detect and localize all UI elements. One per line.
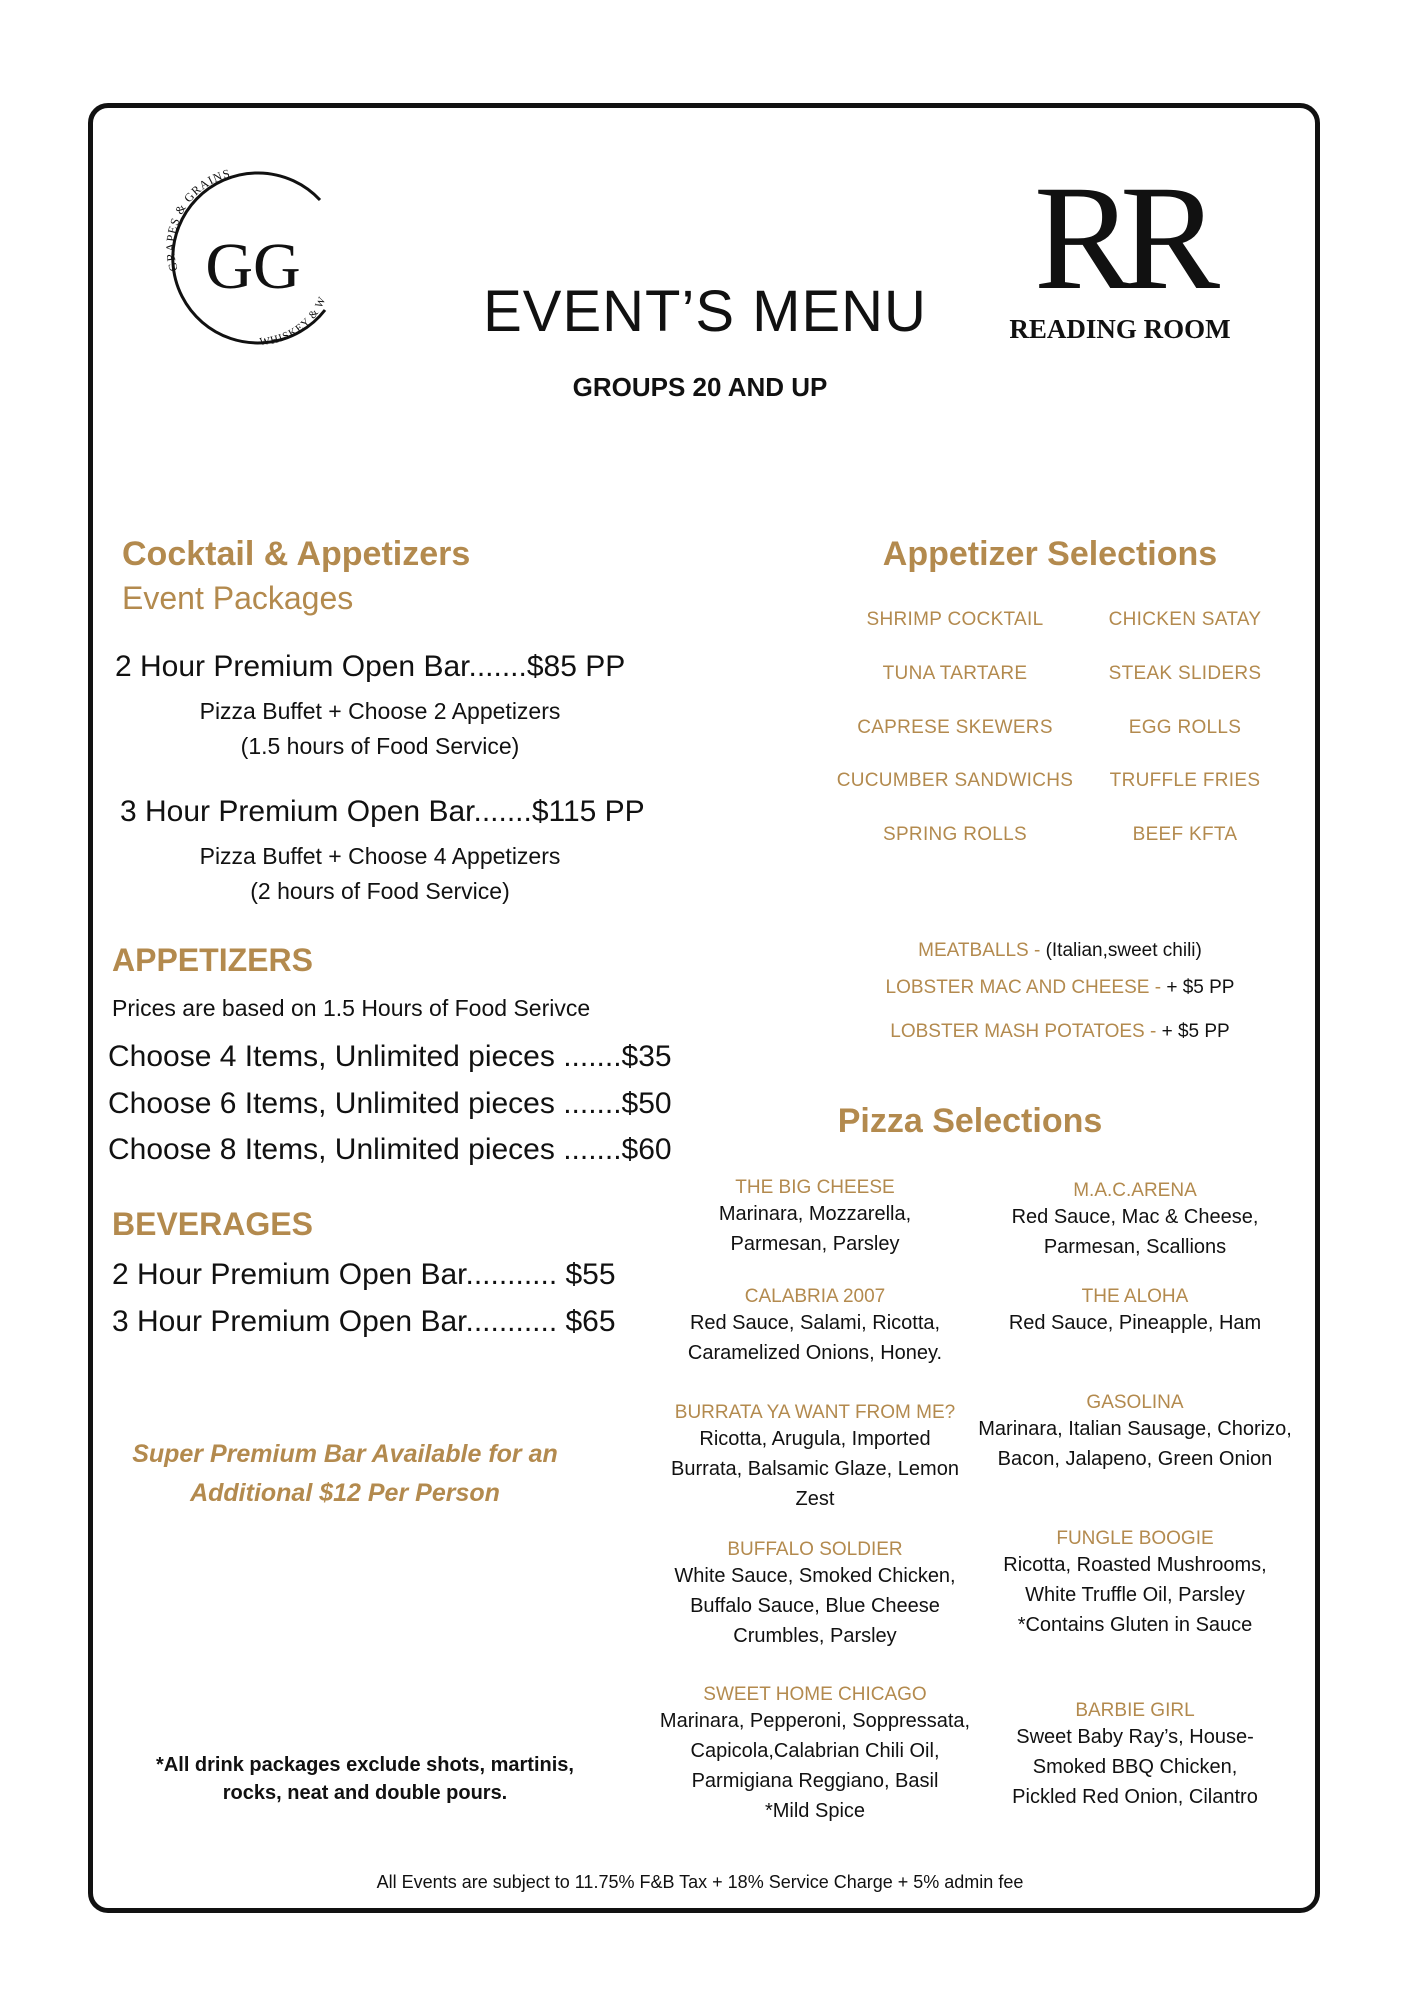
package-detail: (2 hours of Food Service) bbox=[250, 878, 510, 904]
pizza-item bbox=[650, 1177, 980, 1259]
pizza-desc: Smoked BBQ Chicken, bbox=[1032, 1756, 1238, 1778]
appetizer-item: CHICKEN SATAY bbox=[1108, 609, 1262, 630]
pizza-name: FUNGLE BOOGIE bbox=[1056, 1528, 1214, 1549]
reading-room-logo bbox=[1000, 160, 1240, 350]
rr-name: READING ROOM bbox=[1009, 314, 1231, 344]
pizza-item bbox=[650, 1286, 980, 1368]
pizza-desc: Ricotta, Arugula, Imported bbox=[699, 1428, 931, 1450]
pizza-desc: Buffalo Sauce, Blue Cheese bbox=[690, 1595, 940, 1617]
appetizer-item: CAPRESE SKEWERS bbox=[857, 717, 1053, 738]
pizza-desc: White Sauce, Smoked Chicken, bbox=[674, 1565, 956, 1587]
appetizers-note: Prices are based on 1.5 Hours of Food Serivce bbox=[112, 995, 591, 1021]
pizza-desc: Marinara, Mozzarella, bbox=[718, 1203, 912, 1225]
pizza-item bbox=[650, 1402, 980, 1514]
grapes-grains-logo bbox=[150, 160, 350, 360]
extra-detail: + $5 PP bbox=[1166, 977, 1235, 998]
appetizer-item: CUCUMBER SANDWICHS bbox=[836, 770, 1074, 791]
package-detail: (1.5 hours of Food Service) bbox=[240, 733, 520, 759]
event-packages-subheading: Event Packages bbox=[122, 580, 354, 616]
gg-ring-bottom-text: WHISKEY & W bbox=[259, 294, 329, 349]
pizza-desc: *Mild Spice bbox=[764, 1800, 866, 1822]
pizza-desc: Red Sauce, Salami, Ricotta, bbox=[689, 1312, 941, 1334]
drink-exclusion-note: *All drink packages exclude shots, martinis, bbox=[156, 1754, 574, 1776]
pizza-desc: Ricotta, Roasted Mushrooms, bbox=[1003, 1554, 1267, 1576]
beverage-option: 3 Hour Premium Open Bar........... $65 bbox=[112, 1305, 616, 1338]
super-premium-note: Additional $12 Per Person bbox=[190, 1479, 500, 1507]
pizza-desc: Caramelized Onions, Honey. bbox=[687, 1342, 943, 1364]
appetizer-item: TUNA TARTARE bbox=[882, 663, 1028, 684]
drink-exclusion-note: rocks, neat and double pours. bbox=[222, 1782, 508, 1804]
appetizer-item: SHRIMP COCKTAIL bbox=[866, 609, 1044, 630]
pizza-name: BUFFALO SOLDIER bbox=[727, 1539, 903, 1560]
pizza-name: M.A.C.ARENA bbox=[1073, 1180, 1197, 1201]
pizza-desc: White Truffle Oil, Parsley bbox=[1025, 1584, 1245, 1606]
pizza-desc: Marinara, Italian Sausage, Chorizo, bbox=[978, 1418, 1292, 1440]
extra-detail: + $5 PP bbox=[1161, 1021, 1230, 1042]
extra-name: LOBSTER MAC AND CHEESE - bbox=[885, 977, 1167, 998]
beverages-heading: BEVERAGES bbox=[112, 1206, 313, 1242]
appetizer-option: Choose 8 Items, Unlimited pieces .......$60 bbox=[108, 1133, 672, 1166]
pizza-name: SWEET HOME CHICAGO bbox=[703, 1684, 927, 1705]
pizza-item bbox=[650, 1539, 980, 1651]
extra-detail: (Italian,sweet chili) bbox=[1045, 940, 1202, 961]
pizza-desc: Red Sauce, Mac & Cheese, bbox=[1011, 1206, 1259, 1228]
footer-fee-note: All Events are subject to 11.75% F&B Tax + 18% Service Charge + 5% admin fee bbox=[376, 1872, 1024, 1892]
page-title: EVENT’S MENU bbox=[483, 279, 927, 344]
appetizer-item: BEEF KFTA bbox=[1132, 824, 1238, 845]
pizza-name: CALABRIA 2007 bbox=[744, 1286, 886, 1307]
pizza-item bbox=[640, 1684, 990, 1826]
appetizer-extra bbox=[850, 977, 1270, 999]
pizza-desc: Sweet Baby Ray’s, House- bbox=[1016, 1726, 1254, 1748]
appetizer-item: SPRING ROLLS bbox=[882, 824, 1028, 845]
appetizer-extra bbox=[850, 940, 1270, 962]
package-detail: Pizza Buffet + Choose 4 Appetizers bbox=[199, 843, 561, 869]
pizza-desc: *Contains Gluten in Sauce bbox=[1017, 1614, 1253, 1636]
appetizer-item: TRUFFLE FRIES bbox=[1109, 770, 1261, 791]
extra-name: MEATBALLS - bbox=[918, 940, 1046, 961]
appetizer-selections-heading: Appetizer Selections bbox=[882, 535, 1218, 573]
rr-initials: RR bbox=[1033, 160, 1207, 321]
pizza-item bbox=[965, 1286, 1305, 1338]
appetizer-item: STEAK SLIDERS bbox=[1108, 663, 1262, 684]
gg-ring-top-text: GRAPES & GRAINS bbox=[163, 166, 233, 273]
pizza-desc: Bacon, Jalapeno, Green Onion bbox=[997, 1448, 1273, 1470]
appetizer-option: Choose 6 Items, Unlimited pieces .......$50 bbox=[108, 1087, 672, 1120]
pizza-item bbox=[960, 1392, 1310, 1474]
pizza-desc: Parmigiana Reggiano, Basil bbox=[691, 1770, 939, 1792]
pizza-item bbox=[965, 1180, 1305, 1262]
appetizer-option: Choose 4 Items, Unlimited pieces .......$35 bbox=[108, 1040, 672, 1073]
gg-initials: GG bbox=[205, 230, 301, 303]
appetizer-extra bbox=[850, 1021, 1270, 1043]
pizza-desc: Burrata, Balsamic Glaze, Lemon bbox=[671, 1458, 959, 1480]
beverage-option: 2 Hour Premium Open Bar........... $55 bbox=[112, 1258, 616, 1291]
pizza-name: THE ALOHA bbox=[1081, 1286, 1189, 1307]
pizza-desc: Pickled Red Onion, Cilantro bbox=[1012, 1786, 1258, 1808]
pizza-name: BURRATA YA WANT FROM ME? bbox=[674, 1402, 956, 1423]
pizza-desc: Marinara, Pepperoni, Soppressata, bbox=[659, 1710, 971, 1732]
pizza-name: GASOLINA bbox=[1086, 1392, 1184, 1413]
pizza-item bbox=[965, 1528, 1305, 1640]
pizza-desc: Crumbles, Parsley bbox=[733, 1625, 897, 1647]
pizza-desc: Red Sauce, Pineapple, Ham bbox=[1008, 1312, 1262, 1334]
pizza-desc: Parmesan, Scallions bbox=[1043, 1236, 1227, 1258]
appetizers-heading: APPETIZERS bbox=[112, 942, 313, 978]
page-subtitle: GROUPS 20 AND UP bbox=[572, 372, 828, 402]
super-premium-note: Super Premium Bar Available for an bbox=[132, 1440, 558, 1468]
package-title: 2 Hour Premium Open Bar.......$85 PP bbox=[115, 650, 626, 683]
pizza-desc: Parmesan, Parsley bbox=[730, 1233, 900, 1255]
pizza-selections-heading: Pizza Selections bbox=[837, 1102, 1103, 1140]
appetizer-item: EGG ROLLS bbox=[1128, 717, 1242, 738]
pizza-item bbox=[965, 1700, 1305, 1812]
cocktail-heading: Cocktail & Appetizers bbox=[122, 535, 471, 573]
extra-name: LOBSTER MASH POTATOES - bbox=[890, 1021, 1162, 1042]
pizza-name: BARBIE GIRL bbox=[1075, 1700, 1195, 1721]
package-title: 3 Hour Premium Open Bar.......$115 PP bbox=[120, 795, 645, 828]
pizza-desc: Zest bbox=[795, 1488, 835, 1510]
package-detail: Pizza Buffet + Choose 2 Appetizers bbox=[199, 698, 561, 724]
pizza-desc: Capicola,Calabrian Chili Oil, bbox=[690, 1740, 940, 1762]
pizza-name: THE BIG CHEESE bbox=[735, 1177, 895, 1198]
